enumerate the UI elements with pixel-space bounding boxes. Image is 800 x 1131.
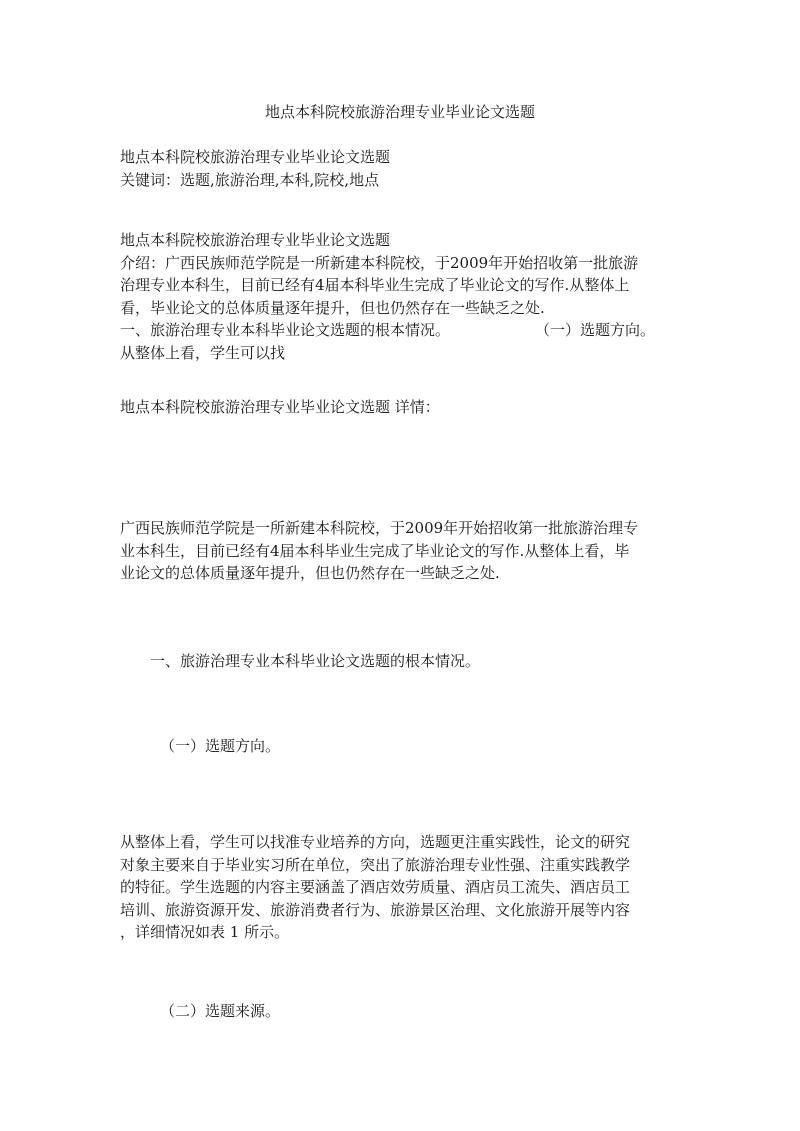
- subsection-heading-1: （一）选题方向。: [160, 737, 281, 755]
- paragraph-line: 的特征。学生选题的内容主要涵盖了酒店效劳质量、酒店员工流失、酒店员工: [120, 878, 631, 896]
- summary-line-4-right: （一）选题方向。: [535, 321, 656, 339]
- paragraph-line: 从整体上看，学生可以找准专业培养的方向，选题更注重实践性，论文的研究: [120, 833, 631, 851]
- paragraph-line: 业论文的总体质量逐年提升，但也仍然存在一些缺乏之处.: [120, 564, 500, 582]
- summary-line-4-left: 一、旅游治理专业本科毕业论文选题的根本情况。: [120, 321, 451, 339]
- summary-block: [120, 229, 680, 364]
- paragraph-line: ，详细情况如表 1 所示。: [120, 923, 290, 941]
- paragraph-1: [120, 517, 680, 585]
- paragraph-2: [120, 831, 680, 944]
- paragraph-line: 培训、旅游资源开发、旅游消费者行为、旅游景区治理、文化旅游开展等内容: [120, 900, 631, 919]
- details-heading: 地点本科院校旅游治理专业毕业论文选题 详情：: [120, 398, 440, 416]
- header-block: [120, 146, 680, 191]
- document-title: 地点本科院校旅游治理专业毕业论文选题: [264, 103, 535, 121]
- summary-line-5: 从整体上看，学生可以找: [120, 343, 286, 362]
- intro-line: 治理专业本科生，目前已经有4届本科毕业生完成了毕业论文的写作.从整体上: [120, 276, 630, 294]
- section-heading-1: 一、旅游治理专业本科毕业论文选题的根本情况。: [150, 652, 481, 670]
- summary-title: 地点本科院校旅游治理专业毕业论文选题: [120, 231, 391, 249]
- paragraph-line: 业本科生，目前已经有4届本科毕业生完成了毕业论文的写作.从整体上看，毕: [120, 541, 630, 560]
- subsection-heading-2: （二）选题来源。: [160, 1002, 281, 1020]
- paragraph-line: 广西民族师范学院是一所新建本科院校，于2009年开始招收第一批旅游治理专: [120, 519, 639, 537]
- header-title: 地点本科院校旅游治理专业毕业论文选题: [120, 148, 391, 166]
- paragraph-line: 对象主要来自于毕业实习所在单位，突出了旅游治理专业性强、注重实践教学: [120, 855, 631, 874]
- keywords: 关键词：选题,旅游治理,本科,院校,地点: [120, 170, 380, 189]
- summary-line-4: [120, 319, 680, 342]
- intro-line: 介绍：广西民族师范学院是一所新建本科院校，于2009年开始招收第一批旅游: [120, 253, 639, 272]
- intro-line: 看，毕业论文的总体质量逐年提升，但也仍然存在一些缺乏之处.: [120, 298, 545, 317]
